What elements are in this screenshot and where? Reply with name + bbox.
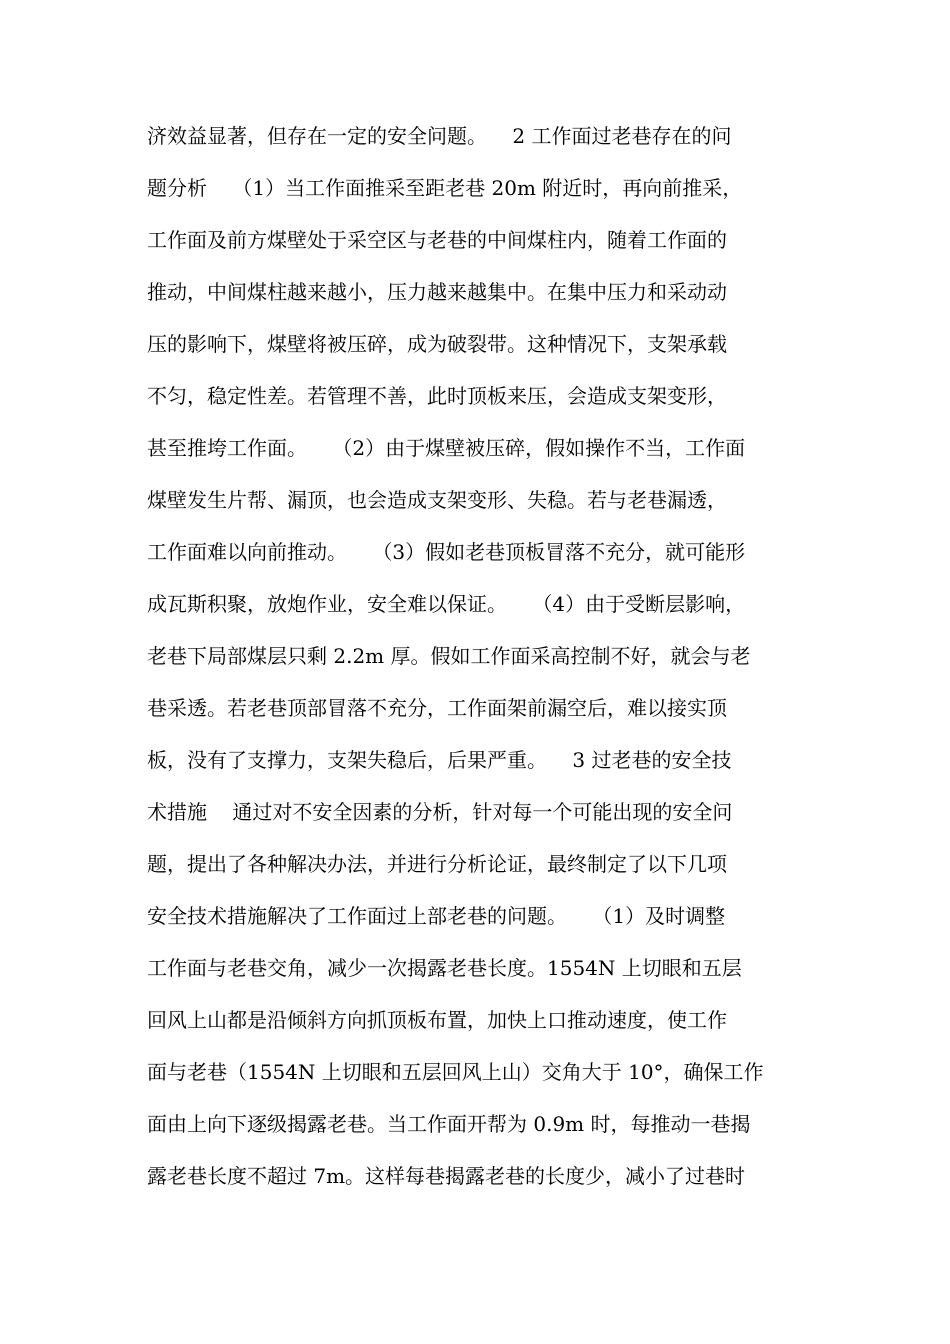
text-line-6: 不匀，稳定性差。若管理不善，此时顶板来压，会造成支架变形，	[147, 384, 727, 408]
text-line-11: 老巷下局部煤层只剩 2.2m 厚。假如工作面采高控制不好，就会与老	[147, 644, 751, 668]
text-line-9: 工作面难以向前推动。 （3）假如老巷顶板冒落不充分，就可能形	[147, 540, 746, 564]
text-line-5: 压的影响下，煤壁将被压碎，成为破裂带。这种情况下，支架承载	[147, 332, 727, 356]
text-line-12: 巷采透。若老巷顶部冒落不充分，工作面架前漏空后，难以接实顶	[147, 696, 727, 720]
text-line-10: 成瓦斯积聚，放炮作业，安全难以保证。 （4）由于受断层影响，	[147, 592, 746, 616]
text-line-13: 板，没有了支撑力，支架失稳后，后果严重。 3 过老巷的安全技	[147, 748, 732, 772]
text-line-17: 工作面与老巷交角，减少一次揭露老巷长度。1554N 上切眼和五层	[147, 956, 742, 980]
text-line-8: 煤壁发生片帮、漏顶，也会造成支架变形、失稳。若与老巷漏透，	[147, 488, 727, 512]
text-line-19: 面与老巷（1554N 上切眼和五层回风上山）交角大于 10°，确保工作	[147, 1060, 764, 1084]
body-text	[147, 118, 827, 1210]
text-line-20: 面由上向下逐级揭露老巷。当工作面开帮为 0.9m 时，每推动一巷揭	[147, 1112, 751, 1136]
text-line-7: 甚至推垮工作面。 （2）由于煤壁被压碎，假如操作不当，工作面	[147, 436, 746, 460]
text-line-16: 安全技术措施解决了工作面过上部老巷的问题。 （1）及时调整	[147, 904, 726, 928]
text-line-3: 工作面及前方煤壁处于采空区与老巷的中间煤柱内，随着工作面的	[147, 228, 727, 252]
text-line-21: 露老巷长度不超过 7m。这样每巷揭露老巷的长度少，减小了过巷时	[147, 1164, 746, 1188]
text-line-1: 济效益显著，但存在一定的安全问题。 2 工作面过老巷存在的问	[147, 124, 732, 148]
text-line-14: 术措施 通过对不安全因素的分析，针对每一个可能出现的安全问	[147, 800, 733, 824]
text-line-18: 回风上山都是沿倾斜方向抓顶板布置，加快上口推动速度，使工作	[147, 1008, 727, 1032]
text-line-2: 题分析 （1）当工作面推采至距老巷 20m 附近时，再向前推采，	[147, 176, 743, 200]
text-line-4: 推动，中间煤柱越来越小，压力越来越集中。在集中压力和采动动	[147, 280, 727, 304]
text-line-15: 题，提出了各种解决办法，并进行分析论证，最终制定了以下几项	[147, 852, 727, 876]
